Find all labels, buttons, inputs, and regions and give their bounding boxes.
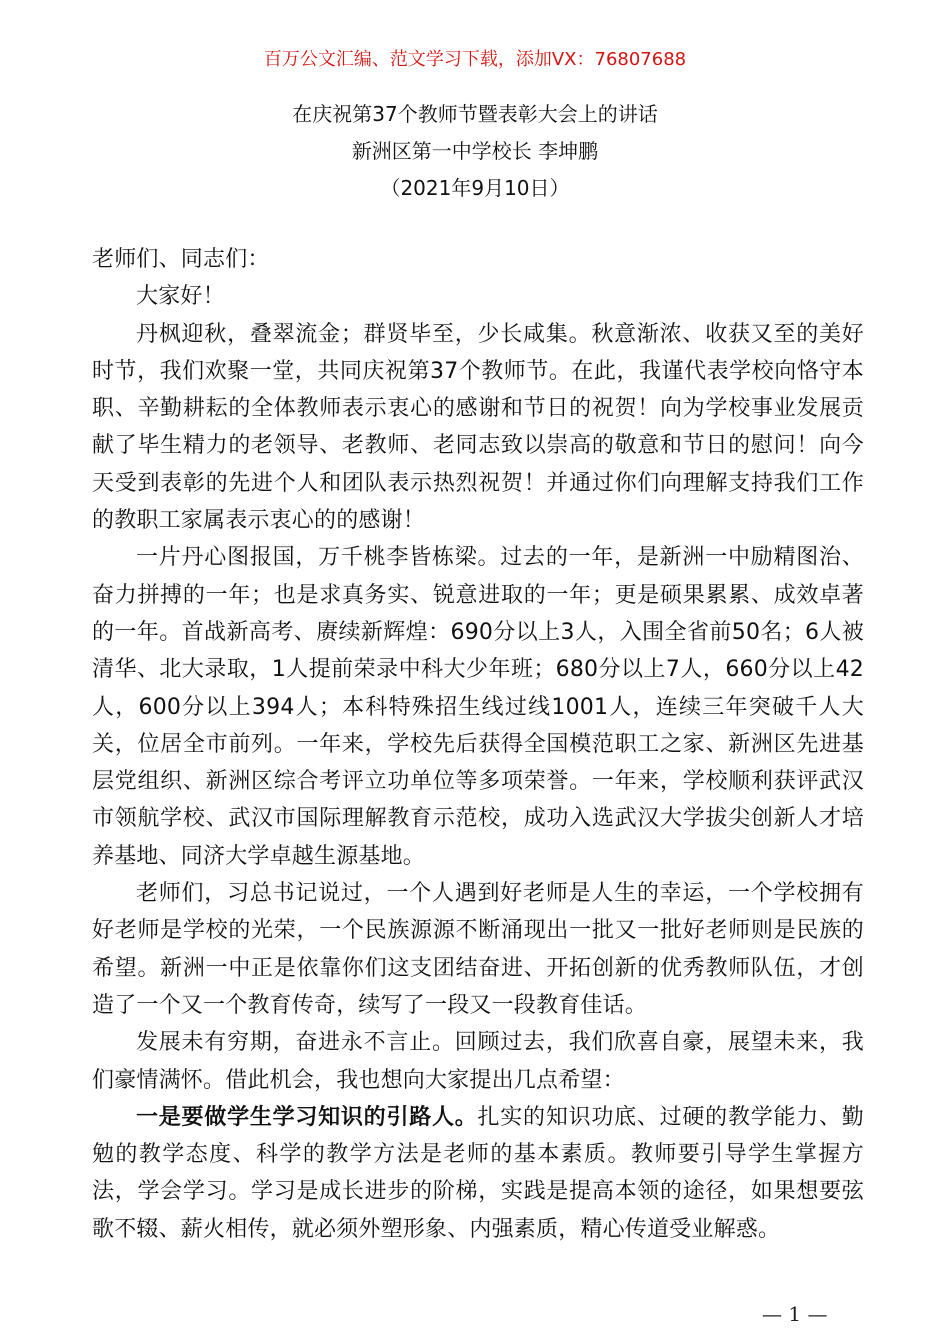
paragraph-4: 发展未有穷期，奋进永不言止。回顾过去，我们欣喜自豪，展望未来，我们豪情满怀。借此机会，我也想向大家提出几点希望： bbox=[92, 1030, 864, 1093]
paragraph-5-lead: 一是要做学生学习知识的引路人。 bbox=[136, 1104, 478, 1130]
speech-body bbox=[92, 241, 864, 1248]
title-block bbox=[0, 96, 950, 207]
header-banner: 百万公文汇编、范文学习下载，添加VX：76807688 bbox=[263, 49, 687, 70]
speech-title: 在庆祝第37个教师节暨表彰大会上的讲话 bbox=[292, 102, 658, 126]
paragraph-5-text: 扎实的知识功底、过硬的教学能力、勤勉的教学态度、科学的教学方法是老师的基本素质。教师要引导学生掌握方法，学会学习。学习是成长进步的阶梯，实践是提高本领的途径，如果想要弦歌不辍、薪火相传，就必须外塑形象、内强素质，精心传道受业解惑。 bbox=[92, 1104, 864, 1242]
paragraph-2: 一片丹心图报国，万千桃李皆栋梁。过去的一年，是新洲一中励精图治、奋力拼搏的一年；也是求真务实、锐意进取的一年；更是硕果累累、成效卓著的一年。首战新高考、赓续新辉煌：690分以上3人，入围全省前50名；6人被清华、北大录取，1人提前荣录中科大少年班；680分以上7人，660分以上42人，600分以上394人；本科特殊招生线过线1001人，连续三年突破千人大关，位居全市前列。一年来，学校先后获得全国模范职工之家、新洲区先进基层党组织、新洲区综合考评立功单位等多项荣誉。一年来，学校顺利获评武汉市领航学校、武汉市国际理解教育示范校，成功入选武汉大学拔尖创新人才培养基地、同济大学卓越生源基地。 bbox=[92, 545, 864, 869]
paragraph-3: 老师们，习总书记说过，一个人遇到好老师是人生的幸运，一个学校拥有好老师是学校的光荣，一个民族源源不断涌现出一批又一批好老师则是民族的希望。新洲一中正是依靠你们这支团结奋进、开拓创新的优秀教师队伍，才创造了一个又一个教育传奇，续写了一段又一段教育佳话。 bbox=[92, 881, 864, 1018]
speaker-line: 新洲区第一中学校长 李坤鹏 bbox=[351, 139, 599, 163]
greeting: 大家好！ bbox=[136, 284, 225, 310]
salutation: 老师们、同志们： bbox=[92, 247, 270, 272]
paragraph-1: 丹枫迎秋，叠翠流金；群贤毕至，少长咸集。秋意渐浓、收获又至的美好时节，我们欢聚一堂，共同庆祝第37个教师节。在此，我谨代表学校向恪守本职、辛勤耕耘的全体教师表示衷心的感谢和节日的祝贺！向为学校事业发展贡献了毕生精力的老领导、老教师、老同志致以崇高的敬意和节日的慰问！向今天受到表彰的先进个人和团队表示热烈祝贺！并通过你们向理解支持我们工作的教职工家属表示衷心的的感谢！ bbox=[92, 321, 864, 534]
paragraph-5 bbox=[92, 1099, 864, 1248]
page-number: — 1 — bbox=[762, 1302, 828, 1326]
speech-date: （2021年9月10日） bbox=[380, 176, 570, 200]
